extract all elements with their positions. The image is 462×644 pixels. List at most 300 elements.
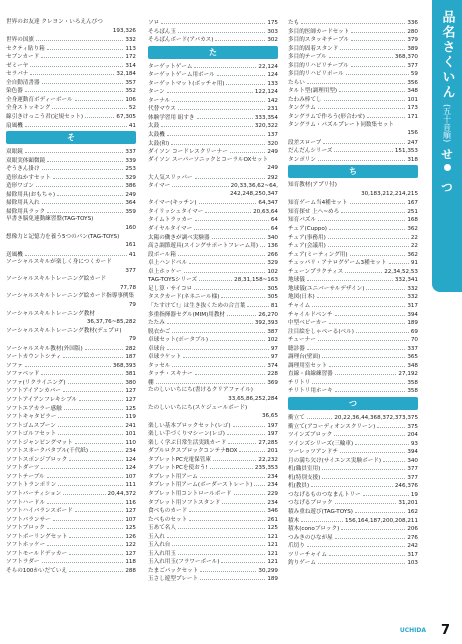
kana-header-tsu: つ	[288, 397, 418, 410]
entry-name: 机(特別支援)	[288, 474, 321, 481]
entry-page: 340	[267, 234, 278, 241]
entry-name: ソフトバランサー	[6, 516, 51, 523]
entry-page: 394	[407, 449, 418, 456]
entry-page: 41	[128, 122, 136, 129]
entry-name: 世界のお友達 クレヨン・いろえんぴつ	[6, 19, 103, 25]
entry-name: つなげるものつなまんトリー	[288, 491, 361, 498]
index-entry	[6, 112, 136, 121]
entry-name: 机(職員室用)	[288, 466, 321, 473]
entry-page: 201	[267, 448, 278, 455]
entry-page: 137	[267, 132, 278, 139]
index-column-3	[288, 18, 418, 567]
leader-dots	[178, 549, 265, 555]
entry-page: 379	[407, 37, 418, 44]
index-entry	[288, 344, 418, 353]
entry-name: ソフトテーブル	[6, 473, 45, 480]
leader-dots	[335, 369, 397, 375]
entry-page: 81	[270, 302, 278, 309]
entry-page: 362	[407, 251, 418, 258]
entry-page: 336	[407, 20, 418, 26]
entry-page: 282	[125, 345, 136, 352]
index-entry	[6, 258, 136, 267]
index-entry	[6, 284, 136, 293]
leader-dots	[68, 378, 124, 384]
entry-page: 346	[267, 508, 278, 515]
entry-page: 235,353	[254, 465, 278, 472]
entry-page: 189	[267, 576, 278, 583]
entry-page: 110	[125, 439, 136, 446]
entry-page: 359	[125, 208, 136, 215]
entry-name: ソフトブロック	[6, 525, 45, 532]
index-entry	[148, 233, 278, 242]
index-entry	[148, 18, 278, 27]
leader-dots	[356, 327, 409, 333]
index-entry	[288, 284, 418, 293]
entry-name: チェア(会議用)	[288, 243, 326, 250]
leader-dots	[53, 173, 124, 179]
entry-name: たのしいいちにち(書けるクリアファイル)	[148, 387, 253, 394]
entry-name: ソフトトランポリン	[6, 482, 57, 489]
entry-name: 卓上ハンドベル	[148, 260, 188, 267]
index-entry	[6, 369, 136, 378]
entry-page: 113	[125, 45, 136, 52]
entry-page: 156,164,187,200,208,211	[345, 517, 418, 524]
entry-page: 173	[407, 105, 418, 112]
leader-dots	[30, 69, 114, 75]
index-entry	[288, 121, 418, 130]
index-entry	[288, 95, 418, 104]
index-entry	[288, 233, 418, 242]
page-number: 7	[440, 623, 450, 638]
leader-dots	[301, 18, 405, 24]
leader-dots	[239, 446, 265, 452]
index-entry	[288, 267, 418, 276]
leader-dots	[58, 421, 123, 427]
index-entry	[288, 439, 418, 448]
index-entry	[288, 103, 418, 112]
kana-header-chi: ち	[288, 165, 418, 178]
index-entry	[288, 378, 418, 387]
entry-name: チャイルドベンチ	[288, 311, 333, 318]
index-entry	[288, 18, 418, 27]
index-entry	[288, 422, 418, 431]
entry-name: チャイム	[288, 302, 311, 309]
leader-dots	[42, 557, 124, 563]
index-entry	[148, 241, 278, 250]
entry-name: 多目的リハビリテーブル	[288, 62, 349, 69]
leader-dots	[161, 121, 253, 127]
index-entry	[288, 386, 418, 395]
index-entry	[6, 463, 136, 472]
entry-name: タッチ・スキナー	[148, 371, 193, 378]
index-entry	[6, 267, 136, 276]
leader-dots	[346, 69, 409, 75]
leader-dots	[85, 344, 124, 350]
entry-name: ソフトモールドデッカー	[6, 550, 68, 557]
entry-name: ソーシャルスキル教材(外国版)	[6, 345, 83, 352]
entry-page: 352	[125, 88, 136, 95]
entry-page: 36,37,76~85,282	[86, 319, 136, 326]
entry-page: 305	[267, 294, 278, 301]
entry-name: つみきのひなが屋	[288, 534, 333, 541]
entry-name: 知育教材(アプリ付)	[288, 182, 337, 189]
entry-name: ゼミーヤ	[6, 62, 29, 69]
entry-page: 318	[407, 156, 418, 163]
entry-name: 知育パズル	[288, 217, 316, 224]
entry-list	[148, 18, 278, 44]
leader-dots	[47, 498, 123, 504]
entry-name: ソフトアイアンカバー	[6, 388, 61, 395]
leader-dots	[42, 164, 124, 170]
entry-page: 30,299	[258, 567, 278, 574]
entry-page: 329	[267, 260, 278, 267]
entry-name: チェッパリ・アナログゲーム3種セット	[288, 260, 387, 267]
leader-dots	[318, 215, 405, 221]
index-entry	[288, 190, 418, 199]
entry-page: 102	[267, 337, 278, 344]
index-entry	[6, 318, 136, 327]
index-entry	[288, 541, 418, 550]
index-entry	[6, 327, 136, 336]
entry-name: ターゲットゲーム	[148, 63, 193, 70]
leader-dots	[58, 429, 123, 435]
leader-dots	[341, 524, 405, 530]
index-entry	[288, 430, 418, 439]
index-entry	[288, 275, 418, 284]
entry-name: 全身運動育ボディーボール	[6, 96, 73, 103]
entry-name: 調理台(壁面)	[288, 354, 321, 361]
entry-page: 340	[407, 457, 418, 464]
entry-page: 386	[125, 183, 136, 190]
leader-dots	[341, 207, 405, 213]
entry-name: チェア(ミーティング用)	[288, 251, 348, 258]
entry-name: 玉あて名人	[148, 525, 176, 532]
leader-dots	[161, 18, 265, 24]
entry-name: タイマー(キッチン)	[148, 200, 197, 207]
leader-dots	[322, 464, 405, 470]
leader-dots	[41, 463, 123, 469]
entry-page: 125	[125, 525, 136, 532]
entry-page: 381	[125, 371, 136, 378]
entry-page: 356	[407, 79, 418, 86]
entry-name: 玉入れ台	[148, 542, 171, 549]
index-entry	[6, 190, 136, 199]
entry-page: 249	[267, 149, 278, 156]
index-entry	[288, 361, 418, 370]
entry-name: タブレットPC充電保管庫	[148, 456, 211, 463]
index-entry	[148, 489, 278, 498]
entry-name: タイムトラッカー	[148, 217, 193, 224]
entry-page: 288	[125, 567, 136, 574]
index-entry	[6, 198, 136, 207]
leader-dots	[221, 557, 265, 563]
index-entry	[6, 156, 136, 165]
leader-dots	[25, 86, 124, 92]
kana-header-so: そ	[6, 131, 136, 144]
entry-page: 124	[267, 72, 278, 79]
index-entry	[6, 429, 136, 438]
entry-name: 太鼓	[148, 123, 160, 130]
entry-page: 314	[125, 62, 136, 69]
entry-page: 167	[407, 200, 418, 207]
index-entry	[6, 549, 136, 558]
index-entry	[6, 121, 136, 130]
leader-dots	[41, 369, 123, 375]
leader-dots	[200, 472, 265, 478]
entry-page: 332	[407, 294, 418, 301]
index-entry	[148, 258, 278, 267]
entry-page: 79	[128, 336, 136, 343]
leader-dots	[200, 566, 256, 572]
entry-name: セブンカード	[6, 54, 40, 61]
leader-dots	[64, 404, 124, 410]
leader-dots	[167, 532, 266, 538]
entry-name: タンポリン	[288, 156, 316, 163]
leader-dots	[217, 70, 266, 76]
entry-name: 楽しい手づくりマシーン(レゴ)	[148, 431, 225, 438]
leader-dots	[79, 395, 123, 401]
leader-dots	[335, 386, 406, 392]
entry-name: 机(教員)	[288, 483, 310, 490]
leader-dots	[25, 121, 127, 127]
leader-dots	[307, 344, 406, 350]
entry-page: 348	[407, 88, 418, 95]
leader-dots	[47, 44, 124, 50]
entry-page: 69	[410, 328, 418, 335]
leader-dots	[156, 378, 266, 384]
index-entry	[148, 215, 278, 224]
index-entry	[6, 540, 136, 549]
index-entry	[6, 352, 136, 361]
entry-page: 276	[407, 534, 418, 541]
entry-page: 364	[125, 200, 136, 207]
entry-page: 121	[267, 542, 278, 549]
entry-page: 103	[407, 560, 418, 567]
leader-dots	[234, 489, 266, 495]
entry-name: タブレット用アーム	[148, 473, 198, 480]
entry-name: ソフトホッケー	[6, 542, 46, 549]
leader-dots	[328, 233, 409, 239]
entry-name: 棚	[148, 379, 154, 386]
leader-dots	[41, 52, 123, 58]
entry-name: 太陽の働きが調べ実験器	[148, 234, 210, 241]
leader-dots	[307, 541, 406, 547]
entry-page: 253	[125, 166, 136, 173]
leader-dots	[215, 35, 265, 41]
leader-dots	[195, 173, 266, 179]
index-entry	[6, 215, 136, 224]
entry-name: 段差スロープ	[288, 139, 322, 146]
leader-dots	[324, 95, 406, 101]
leader-dots	[317, 292, 406, 298]
index-entry	[288, 524, 418, 533]
index-entry	[148, 515, 278, 524]
index-entry	[288, 181, 418, 190]
entry-page: 67,305	[116, 114, 136, 121]
index-entry	[6, 18, 136, 27]
entry-page: 358	[407, 379, 418, 386]
entry-name: タブレット用コントロールボード	[148, 490, 232, 497]
leader-dots	[322, 352, 405, 358]
entry-name: だんだんシリーズ	[288, 148, 333, 155]
entry-page: 292	[267, 174, 278, 181]
entry-name: 地図(日本)	[288, 294, 315, 301]
entry-page: 142	[267, 97, 278, 104]
entry-page: 231	[267, 106, 278, 113]
index-entry	[6, 455, 136, 464]
index-entry	[6, 275, 136, 284]
entry-name: 全身ストッキング	[6, 105, 51, 112]
leader-dots	[194, 224, 269, 230]
index-entry	[148, 506, 278, 515]
leader-dots	[172, 361, 265, 367]
index-entry	[6, 95, 136, 104]
entry-page: 125	[267, 525, 278, 532]
side-title: 品名さくいん	[439, 10, 455, 100]
leader-dots	[227, 310, 256, 316]
index-entry	[6, 27, 136, 36]
entry-page: 133	[267, 80, 278, 87]
entry-page: 392,393	[254, 320, 278, 327]
index-entry	[148, 361, 278, 370]
leader-dots	[213, 455, 256, 461]
entry-name: ソフトスネークパタブル(千代紙)	[6, 448, 89, 455]
entry-page: 20,33,36,62~64,	[230, 183, 278, 190]
index-entry	[148, 310, 278, 319]
entry-name: 扇風機	[6, 122, 23, 129]
side-subtitle: (五十音順)	[442, 104, 452, 143]
entry-page: 107	[125, 516, 136, 523]
entry-page: 36,65	[261, 413, 278, 420]
index-entry	[6, 532, 136, 541]
index-entry	[288, 558, 418, 567]
entry-page: 156	[407, 130, 418, 137]
entry-page: 320	[267, 140, 278, 147]
entry-page: 261	[267, 516, 278, 523]
entry-name: ソフトパーティション	[6, 490, 62, 497]
leader-dots	[247, 301, 269, 307]
entry-page: 380	[125, 379, 136, 386]
index-entry	[148, 198, 278, 207]
entry-page: 91	[410, 260, 418, 267]
entry-name: チリトリ	[288, 379, 311, 386]
leader-dots	[210, 463, 253, 469]
leader-dots	[340, 44, 405, 50]
leader-dots	[172, 181, 228, 187]
index-entry	[148, 438, 278, 447]
leader-dots	[334, 146, 392, 152]
index-entry	[148, 412, 278, 421]
leader-dots	[311, 481, 393, 487]
entry-name: 掃除用具ラック	[6, 208, 46, 215]
index-entry	[148, 344, 278, 353]
entry-name: 多目的リハビリポール	[288, 71, 344, 78]
entry-page: 22,124	[258, 63, 278, 70]
index-entry	[288, 301, 418, 310]
entry-name: 双眼実体顕微鏡	[6, 157, 46, 164]
entry-name: 玉入れ	[148, 533, 165, 540]
entry-page: 31,201	[398, 500, 418, 507]
leader-dots	[212, 233, 266, 239]
entry-name: 双眼鏡	[6, 149, 23, 156]
entry-name: 送風機	[6, 251, 23, 258]
leader-dots	[57, 190, 123, 196]
index-entry	[288, 86, 418, 95]
entry-page: 337	[407, 345, 418, 352]
leader-dots	[355, 439, 409, 445]
entry-page: 197	[267, 431, 278, 438]
leader-dots	[183, 352, 269, 358]
leader-dots	[227, 429, 265, 435]
entry-name: ソフトラダー	[6, 559, 40, 566]
entry-name: ソフトダーツ	[6, 465, 40, 472]
entry-name: 衝立て	[288, 414, 305, 421]
leader-dots	[377, 422, 405, 428]
index-entry	[148, 87, 278, 96]
leader-dots	[47, 207, 123, 213]
index-entry	[6, 233, 136, 242]
entry-name: 線引きけっこう君(定規セット)	[6, 114, 84, 121]
leader-dots	[351, 35, 405, 41]
index-entry	[148, 532, 278, 541]
entry-page: 122	[125, 542, 136, 549]
index-entry	[148, 369, 278, 378]
entry-page: 303	[267, 28, 278, 35]
index-entry	[148, 139, 278, 148]
leader-dots	[383, 456, 405, 462]
index-entry	[148, 27, 278, 36]
entry-page: 22,232	[258, 456, 278, 463]
leader-dots	[233, 421, 266, 427]
index-entry	[288, 550, 418, 559]
entry-page: 234	[125, 448, 136, 455]
index-entry	[148, 463, 278, 472]
leader-dots	[230, 147, 266, 153]
entry-page: 136	[267, 243, 278, 250]
leader-dots	[30, 61, 123, 67]
entry-name: 脱衣かご	[148, 328, 171, 335]
leader-dots	[167, 318, 253, 324]
entry-name: 積木(conoブロック)	[288, 526, 340, 533]
index-entry	[6, 250, 136, 259]
entry-page: 64	[270, 217, 278, 224]
entry-name: 積木	[288, 517, 300, 524]
leader-dots	[69, 455, 123, 461]
entry-page: 33,65,86,252,284	[228, 395, 278, 402]
leader-dots	[345, 267, 382, 273]
index-entry	[6, 566, 136, 575]
entry-name: 早書き脳免連動練習盤(TAG-TOYS)	[6, 216, 94, 223]
entry-name: 代替マウス	[148, 106, 176, 113]
index-entry	[148, 335, 278, 344]
index-entry	[148, 79, 278, 88]
index-entry	[148, 386, 278, 395]
index-entry	[6, 404, 136, 413]
leader-dots	[389, 258, 409, 264]
entry-page: 280	[407, 28, 418, 35]
entry-page: 249	[267, 165, 278, 172]
index-entry	[288, 447, 418, 456]
entry-name: ソフトボーリングセット	[6, 533, 68, 540]
leader-dots	[75, 95, 124, 101]
leader-dots	[318, 155, 405, 161]
entry-page: 168	[407, 217, 418, 224]
leader-dots	[221, 292, 265, 298]
entry-page: 97	[270, 345, 278, 352]
index-entry	[148, 250, 278, 259]
leader-dots	[312, 378, 405, 384]
index-entry	[6, 421, 136, 430]
